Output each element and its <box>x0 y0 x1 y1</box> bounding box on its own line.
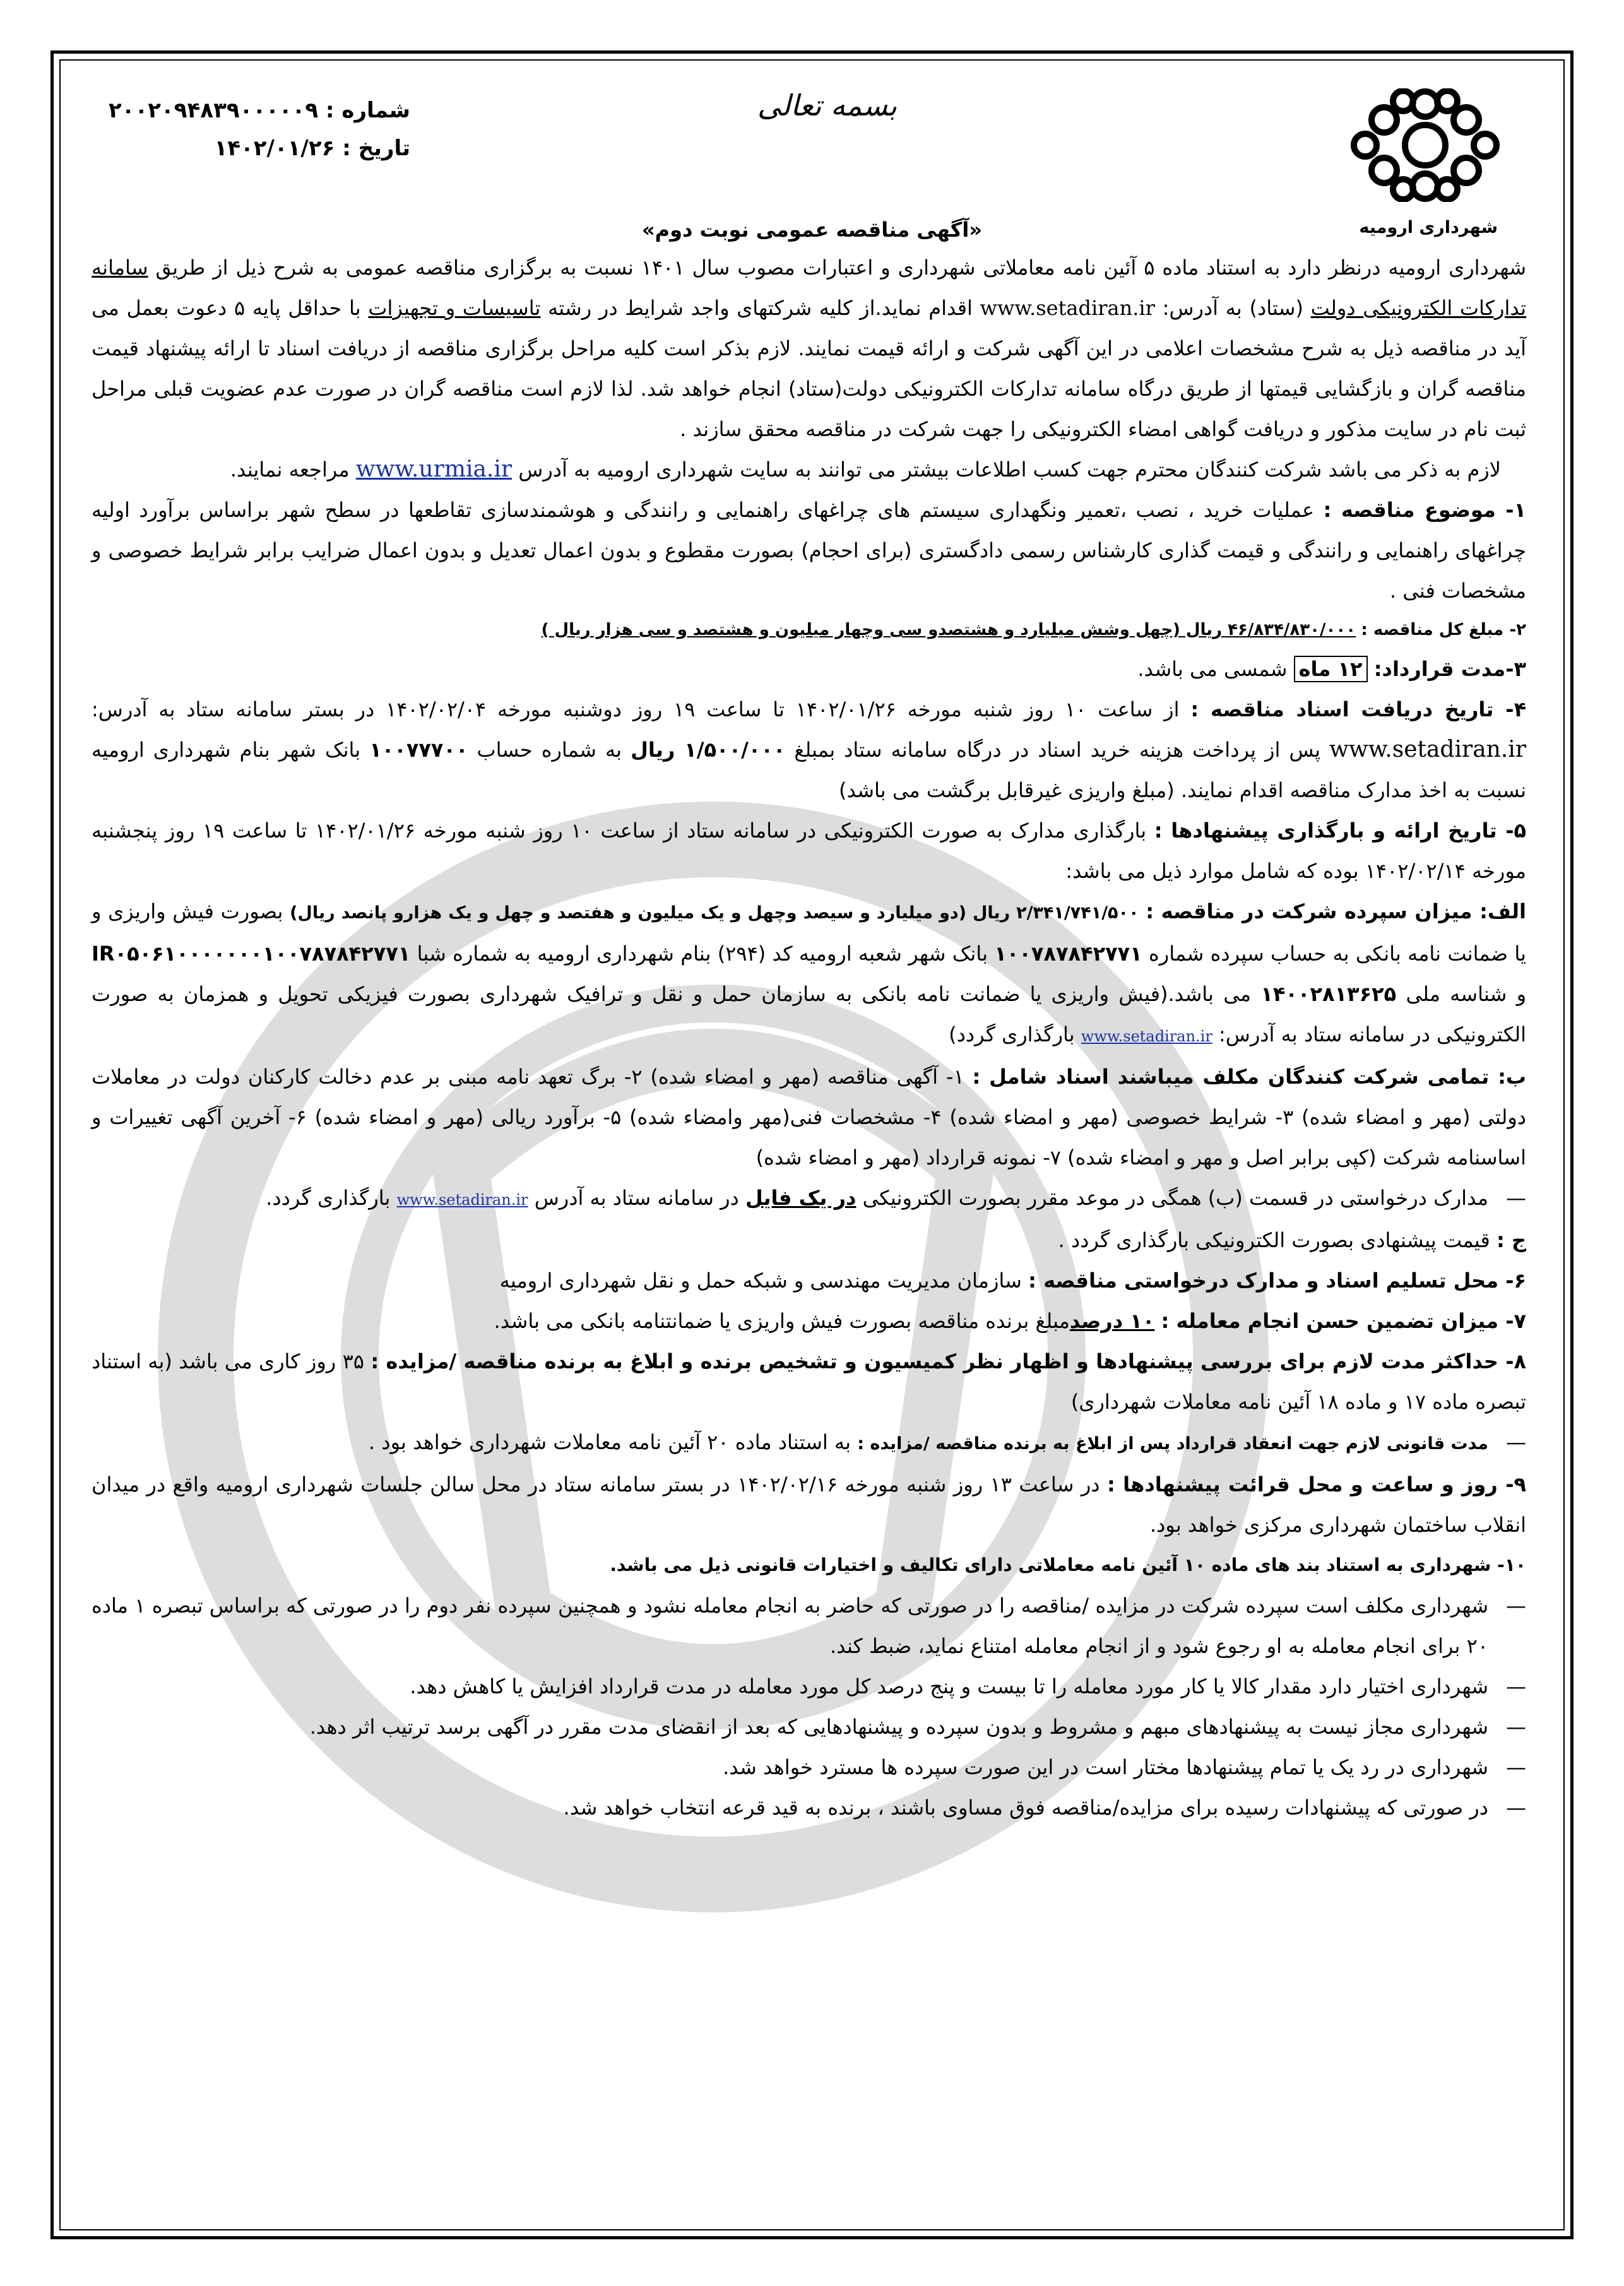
number-label: شماره : <box>325 98 410 123</box>
item-10-bullet: — شهرداری مجاز نیست به پیشنهادهای مبهم و مشروط و بدون سپرده و پیشنهادهایی که بعد از انقضای مدت مقرر در آگهی برسد ترتیب اثر دهد. <box>92 1707 1526 1747</box>
item-10-bullet: — شهرداری اختیار دارد مقدار کالا یا کار مورد معامله را تا بیست و پنج درصد کل مورد معامله در مدت قرارداد افزایش یا کاهش دهد. <box>92 1666 1526 1707</box>
item-jim: ج : قیمت پیشنهادی بصورت الکترونیکی بارگذاری گردد . <box>1058 1228 1526 1252</box>
setad-link-3[interactable]: www.setadiran.ir <box>1081 1028 1212 1045</box>
item-5: ۵- تاریخ ارائه و بارگذاری پیشنهادها : بارگذاری مدارک به صورت الکترونیکی در سامانه ستاد از ساعت ۱۰ روز شنبه مورخه ۱۴۰۲/۰۱/۲۶ تا ساعت ۱۹ روز پنجشنبه مورخه ۱۴۰۲/۰۲/۱۴ بوده که شامل موارد ذیل می باشد: <box>92 819 1527 883</box>
item-9: ۹- روز و ساعت و محل قرائت پیشنهادها : در ساعت ۱۳ روز شنبه مورخه ۱۴۰۲/۰۲/۱۶ در بستر سامانه ستاد در محل سالن جلسات شهرداری ارومیه واقع در میدان انقلاب ساختمان شهرداری مرکزی خواهد بود. <box>92 1472 1527 1537</box>
municipality-logo-icon <box>1346 88 1504 202</box>
letter-meta <box>109 92 410 167</box>
item-10-bullet: — در صورتی که پیشنهادات رسیده برای مزایده/مناقصه فوق مساوی باشند ، برنده به قید قرعه انتخاب خواهد شد. <box>92 1787 1526 1828</box>
basmala: بسمه تعالی <box>757 88 898 122</box>
item-6: ۶- محل تسلیم اسناد و مدارک درخواستی مناقصه : سازمان مدیریت مهندسی و شبکه حمل و نقل شهرداری ارومیه <box>499 1269 1526 1293</box>
document-body <box>92 247 1526 1828</box>
date-label: تاریخ : <box>342 136 410 161</box>
intro-paragraph: شهرداری ارومیه درنظر دارد به استناد ماده ۵ آئین نامه معاملاتی شهرداری و اعتبارات مصوب سال ۱۴۰۱ نسبت به برگزاری مناقصه عمومی به شرح ذیل از طریق سامانه تدارکات الکترونیکی دولت (ستاد) به آدرس: www.setadiran.ir اقدام نماید.از کلیه شرکتهای واجد شرایط در رشته تاسیسات و تجهیزات با حداقل پایه ۵ دعوت بعمل می آید در مناقصه ذیل به شرح مشخصات اعلامی در این آگهی شرکت و ارائه قیمت نمایند. لازم بذکر است کلیه مراحل برگزاری مناقصه از دریافت اسناد تا ارائه پیشنهاد قیمت مناقصه گران و بازگشایی قیمتها از طریق درگاه سامانه تدارکات الکترونیکی دولت(ستاد) انجام خواهد شد. لذا لازم است مناقصه گران در صورت عدم عضویت قبلی مراحل ثبت نام در سایت مذکور و دریافت گواهی امضاء الکترونیکی را جهت شرکت در مناقصه محقق سازند . <box>92 256 1527 441</box>
item-7: ۷- میزان تضمین حسن انجام معامله : ۱۰ درصدمبلغ برنده مناقصه بصورت فیش واریزی یا ضمانتنامه بانکی می باشد. <box>494 1309 1526 1333</box>
intro-paragraph-2: لازم به ذکر می باشد شرکت کنندگان محترم جهت کسب اطلاعات بیشتر می توانند به سایت شهرداری ارومیه به آدرس www.urmia.ir مراجعه نمایند. <box>230 456 1501 482</box>
item-3: ۳-مدت قرارداد: ۱۲ ماه شمسی می باشد. <box>1137 657 1526 681</box>
setad-link[interactable]: www.setadiran.ir <box>980 296 1155 320</box>
date-row <box>183 129 410 167</box>
ad-title: «آگهی مناقصه عمومی نوبت دوم» <box>641 218 983 242</box>
item-4: ۴- تاریخ دریافت اسناد مناقصه : از ساعت ۱۰ روز شنبه مورخه ۱۴۰۲/۰۱/۲۶ تا ساعت ۱۹ روز دوشنبه مورخه ۱۴۰۲/۰۲/۰۴ در بستر سامانه ستاد به آدرس: www.setadiran.ir پس از پرداخت هزینه خرید اسناد در درگاه سامانه ستاد بمبلغ ۱/۵۰۰/۰۰۰ ریال به شماره حساب ۱۰۰۷۷۷۰۰ بانک شهر بنام شهرداری ارومیه نسبت به اخذ مدارک مناقصه اقدام نمایند. (مبلغ واریزی غیرقابل برگشت می باشد) <box>92 697 1527 802</box>
item-8-note: — مدت قانونی لازم جهت انعقاد قرارداد پس از ابلاغ به برنده مناقصه /مزایده : به استناد ماده ۲۰ آئین نامه معاملات شهرداری خواهد بود . <box>92 1422 1526 1464</box>
item-10-bullet: — شهرداری در رد یک یا تمام پیشنهادها مختار است در این صورت سپرده ها مسترد خواهد شد. <box>92 1747 1526 1787</box>
setad-link-2[interactable]: www.setadiran.ir <box>1329 737 1527 762</box>
item-alef: الف: میزان سپرده شرکت در مناقصه : ۲/۳۴۱/۷۴۱/۵۰۰ ریال (دو میلیارد و سیصد وچهل و یک میلیون و هفتصد و چهل و یک هزارو پانصد ریال) بصورت فیش واریزی و یا ضمانت نامه بانکی به حساب سپرده شماره ۱۰۰۷۸۷۸۴۲۷۷۱ بانک شهر شعبه ارومیه کد (۲۹۴) بنام شهرداری ارومیه به شماره شبا IR۰۵۰۶۱۰۰۰۰۰۰۰۱۰۰۷۸۷۸۴۲۷۷۱ و شناسه ملی ۱۴۰۰۲۸۱۳۶۲۵ می باشد.(فیش واریزی یا ضمانت نامه بانکی به سازمان حمل و نقل و ترافیک شهرداری بصورت فیزیکی تحویل و همزمان به صورت الکترونیکی در سامانه ستاد به آدرس: www.setadiran.ir بارگذاری گردد) <box>92 899 1527 1046</box>
item-8: ۸- حداکثر مدت لازم برای بررسی پیشنهادها و اظهار نظر کمیسیون و تشخیص برنده و ابلاغ به برنده مناقصه /مزایده : ۳۵ روز کاری می باشد (به استناد تبصره ماده ۱۷ و ماده ۱۸ آئین نامه معاملات شهرداری) <box>92 1349 1527 1414</box>
item-be-note: — مدارک درخواستی در قسمت (ب) همگی در موعد مقرر بصورت الکترونیکی در یک فایل در سامانه ستاد به آدرس www.setadiran.ir بارگذاری گردد. <box>92 1178 1526 1220</box>
item-1: ۱- موضوع مناقصه : عملیات خرید ، نصب ،تعمیر ونگهداری سیستم های چراغهای راهنمایی و رانندگی و هوشمندسازی تقاطعها در سطح شهر براساس برآورد اولیه چراغهای راهنمایی و رانندگی و قیمت گذاری کارشناس رسمی دادگستری (برای احجام) بصورت مقطوع و بدون اعمال تعدیل و بدون اعمال ضرایب برابر شرایط خصوصی و مشخصات فنی . <box>92 498 1527 603</box>
item-2: ۲- مبلغ کل مناقصه : ۴۶/۸۳۴/۸۳۰/۰۰۰ ریال (چهل وشش میلیارد و هشتصدو سی وچهار میلیون و هشتصد و سی هزار ریال ) <box>541 620 1526 639</box>
setad-link-4[interactable]: www.setadiran.ir <box>396 1191 528 1209</box>
item-10: ۱۰- شهرداری به استناد بند های ماده ۱۰ آئین نامه معاملاتی دارای تکالیف و اختیارات قانونی ذیل می باشد. <box>610 1555 1526 1575</box>
item-10-bullet: — شهرداری مکلف است سپرده شرکت در مزایده /مناقصه را در صورتی که حاضر به انجام معامله نشود و همچنین سپرده نفر دوم را در صورتی که براساس تبصره ۱ ماده ۲۰ برای انجام معامله به او رجوع شود و از انجام معامله امتناع نماید، ضبط کند. <box>92 1585 1526 1666</box>
item-be: ب: تمامی شرکت کنندگان مکلف میباشند اسناد شامل : ۱- آگهی مناقصه (مهر و امضاء شده) ۲- برگ تعهد نامه مبنی بر عدم دخالت کارکنان دولت در معاملات دولتی (مهر و امضاء شده) ۳- شرایط خصوصی (مهر و امضاء شده) ۴- مشخصات فنی(مهر وامضاء شده) ۵- برآورد ریالی (مهر و امضاء شده) ۶- آخرین آگهی تغییرات و اساسنامه شرکت (کپی برابر اصل و مهر و امضاء شده) ۷- نمونه قرارداد (مهر و امضاء شده) <box>92 1065 1527 1170</box>
urmia-link[interactable]: www.urmia.ir <box>355 456 513 482</box>
date-value: ۱۴۰۲/۰۱/۲۶ <box>214 136 335 161</box>
number-row <box>109 92 410 129</box>
org-name: شهرداری ارومیه <box>1359 218 1498 237</box>
number-value: ۲۰۰۲۰۹۴۸۳۹۰۰۰۰۰۹ <box>109 98 319 123</box>
